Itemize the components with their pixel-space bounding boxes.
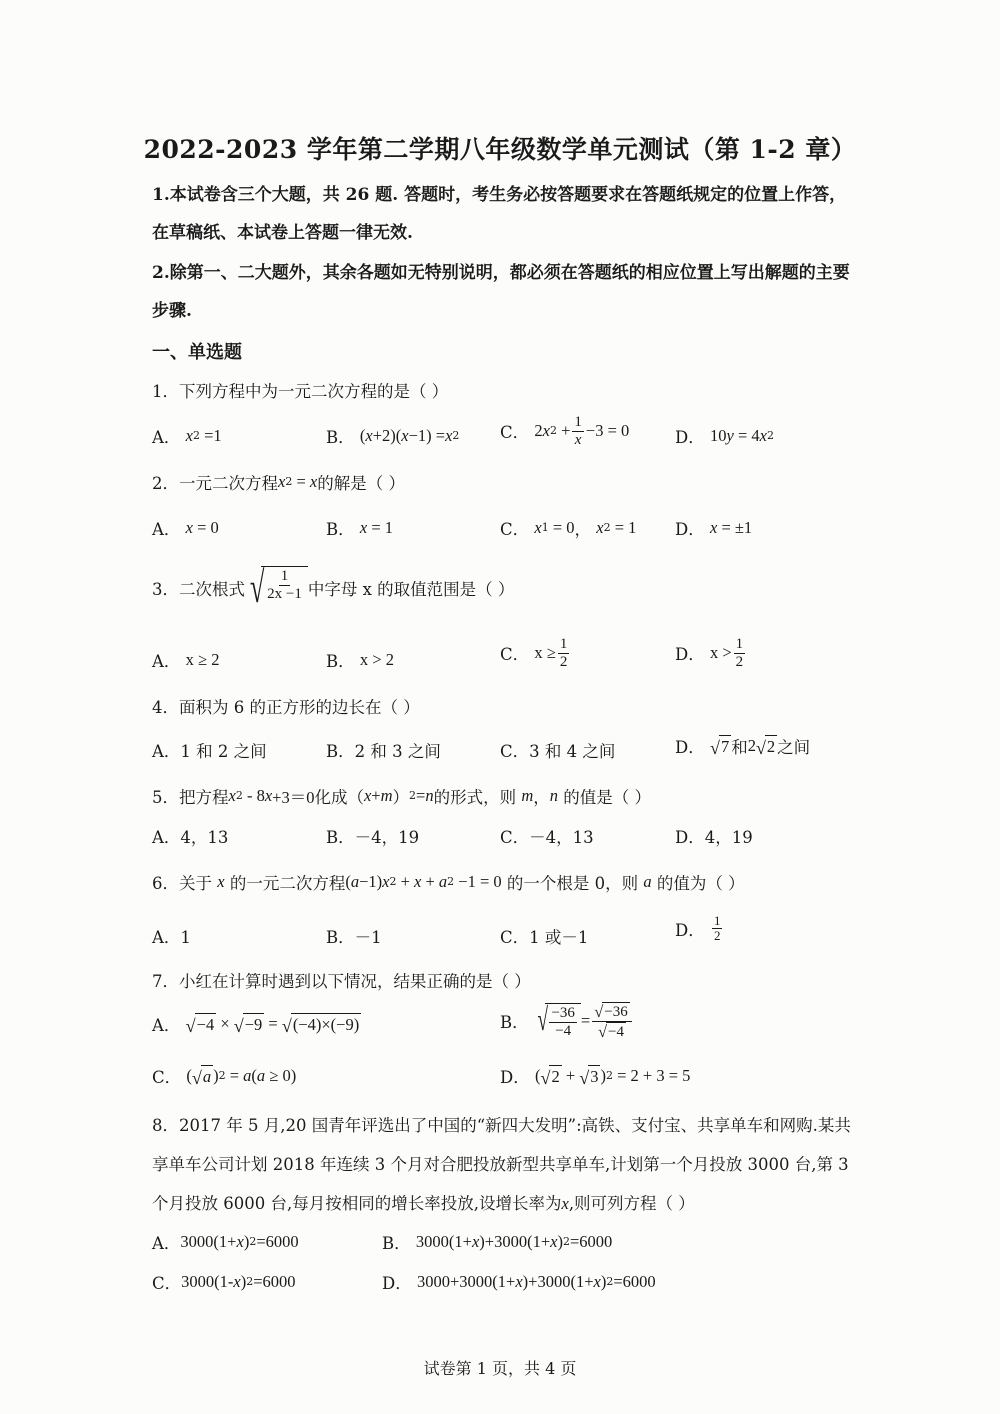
page-title: 2022-2023 学年第二学期八年级数学单元测试（第 1-2 章） (143, 135, 857, 164)
q8-option-a: A． 3000(1+ x ) 2 =6000 (152, 1232, 299, 1253)
question-6-stem: 6．关于 x 的一元二次方程 ( a −1) x 2 + x + a 2 −1 = 0 的一个根是 0，则 a 的值为（ ） (152, 872, 745, 893)
question-1-stem: 1．下列方程中为一元二次方程的是（ ） (152, 382, 449, 401)
q2-option-a: A． x = 0 (152, 518, 219, 539)
question-2-stem: 2．一元二次方程 x 2 = x 的解是（ ） (152, 472, 405, 493)
q7-option-a: A． √ −4 × √ −9 = √ (−4)×(−9) (152, 1014, 360, 1036)
instruction-2: 2.除第一、二大题外，其余各题如无特别说明，都必须在答题纸的相应位置上写出解题的主要步骤. (152, 263, 850, 321)
q2-option-d: D． x = ±1 (675, 518, 753, 539)
question-5-stem: 5．把方程 x 2 - 8 x +3＝0 化成（ x + m ） 2 = n 的形式，则 m ， n 的值是（ ） (152, 786, 652, 807)
q5-option-c: C．－4，13 (500, 828, 594, 847)
q3-option-b: B． x > 2 (326, 650, 394, 671)
q2-option-b: B． x = 1 (326, 518, 394, 539)
q7-option-c: C． ( √ a ) 2 = a ( a ≥ 0) (152, 1066, 297, 1088)
q3-option-c: C． x ≥ $\frac{1}{2}$ (500, 636, 568, 670)
q4-option-c: C．3 和 4 之间 (500, 742, 616, 761)
question-3-stem: 3．二次根式 √ $\frac{1}{2x -1}$ 中字母 x 的取值范围是（ ） (152, 563, 515, 612)
q5-option-b: B．－4，19 (326, 828, 420, 847)
q8-option-d: D． 3000+3000(1+ x )+3000(1+ x ) 2 =6000 (382, 1272, 656, 1293)
q4-option-d: D． √ 7 和 2 √ 2 之间 (675, 736, 811, 758)
q2-option-c: C． x 1 = 0 ， x 2 = 1 (500, 518, 637, 539)
instruction-1: 1.本试卷含三个大题，共 26 题. 答题时，考生务必按答题要求在答题纸规定的位置上作答，在草稿纸、本试卷上答题一律无效. (152, 185, 847, 243)
q8-option-b: B． 3000(1+ x )+3000(1+ x ) 2 =6000 (382, 1232, 613, 1253)
q6-option-d: D． $\frac{1}{2}$ (675, 913, 721, 944)
q1-option-c: C． 2 x 2 + $\frac{1}{x}$ −3 = 0 (500, 414, 630, 448)
q1-option-b: B． ( x +2)( x −1) = x 2 (326, 426, 460, 447)
question-4-stem: 4．面积为 6 的正方形的边长在（ ） (152, 698, 420, 717)
section-heading: 一、单选题 (152, 342, 242, 363)
q3-option-d: D． x > $\frac{1}{2}$ (675, 636, 744, 670)
q6-option-c: C．1 或－1 (500, 928, 589, 947)
q7-option-d: D． ( √ 2 + √ 3 ) 2 = 2 + 3 = 5 (500, 1066, 691, 1088)
q5-option-d: D．4，19 (675, 828, 753, 847)
q5-option-a: A．4，13 (152, 828, 229, 847)
q3-option-a: A． x ≥ 2 (152, 650, 220, 671)
page-footer: 试卷第 1 页，共 4 页 (423, 1359, 577, 1378)
q1-option-d: D． 10 y = 4 x 2 (675, 426, 774, 447)
q6-option-a: A．1 (152, 928, 191, 947)
q7-option-b: B． √ $\frac{-36}{-4}$ = √ −36 √ −4 (500, 1002, 634, 1040)
q4-option-a: A．1 和 2 之间 (152, 742, 267, 761)
q1-option-a: A． x 2 =1 (152, 426, 222, 447)
question-7-stem: 7．小红在计算时遇到以下情况，结果正确的是（ ） (152, 972, 531, 991)
question-8-stem: 8．2017 年 5 月,20 国青年评选出了中国的“新四大发明”:高铁、支付宝、共享单车和网购.某共享单车公司计划 2018 年连续 3 个月对合肥投放新型共享单车,计划第一个月投放 3000 台,第 3 个月投放 6000 台,每月按相同的增长率投放,设增长率为x,则可列方程（ ） (152, 1116, 851, 1213)
q8-option-c: C． 3000(1- x ) 2 =6000 (152, 1272, 296, 1293)
q4-option-b: B．2 和 3 之间 (326, 742, 441, 761)
q6-option-b: B．－1 (326, 928, 382, 947)
